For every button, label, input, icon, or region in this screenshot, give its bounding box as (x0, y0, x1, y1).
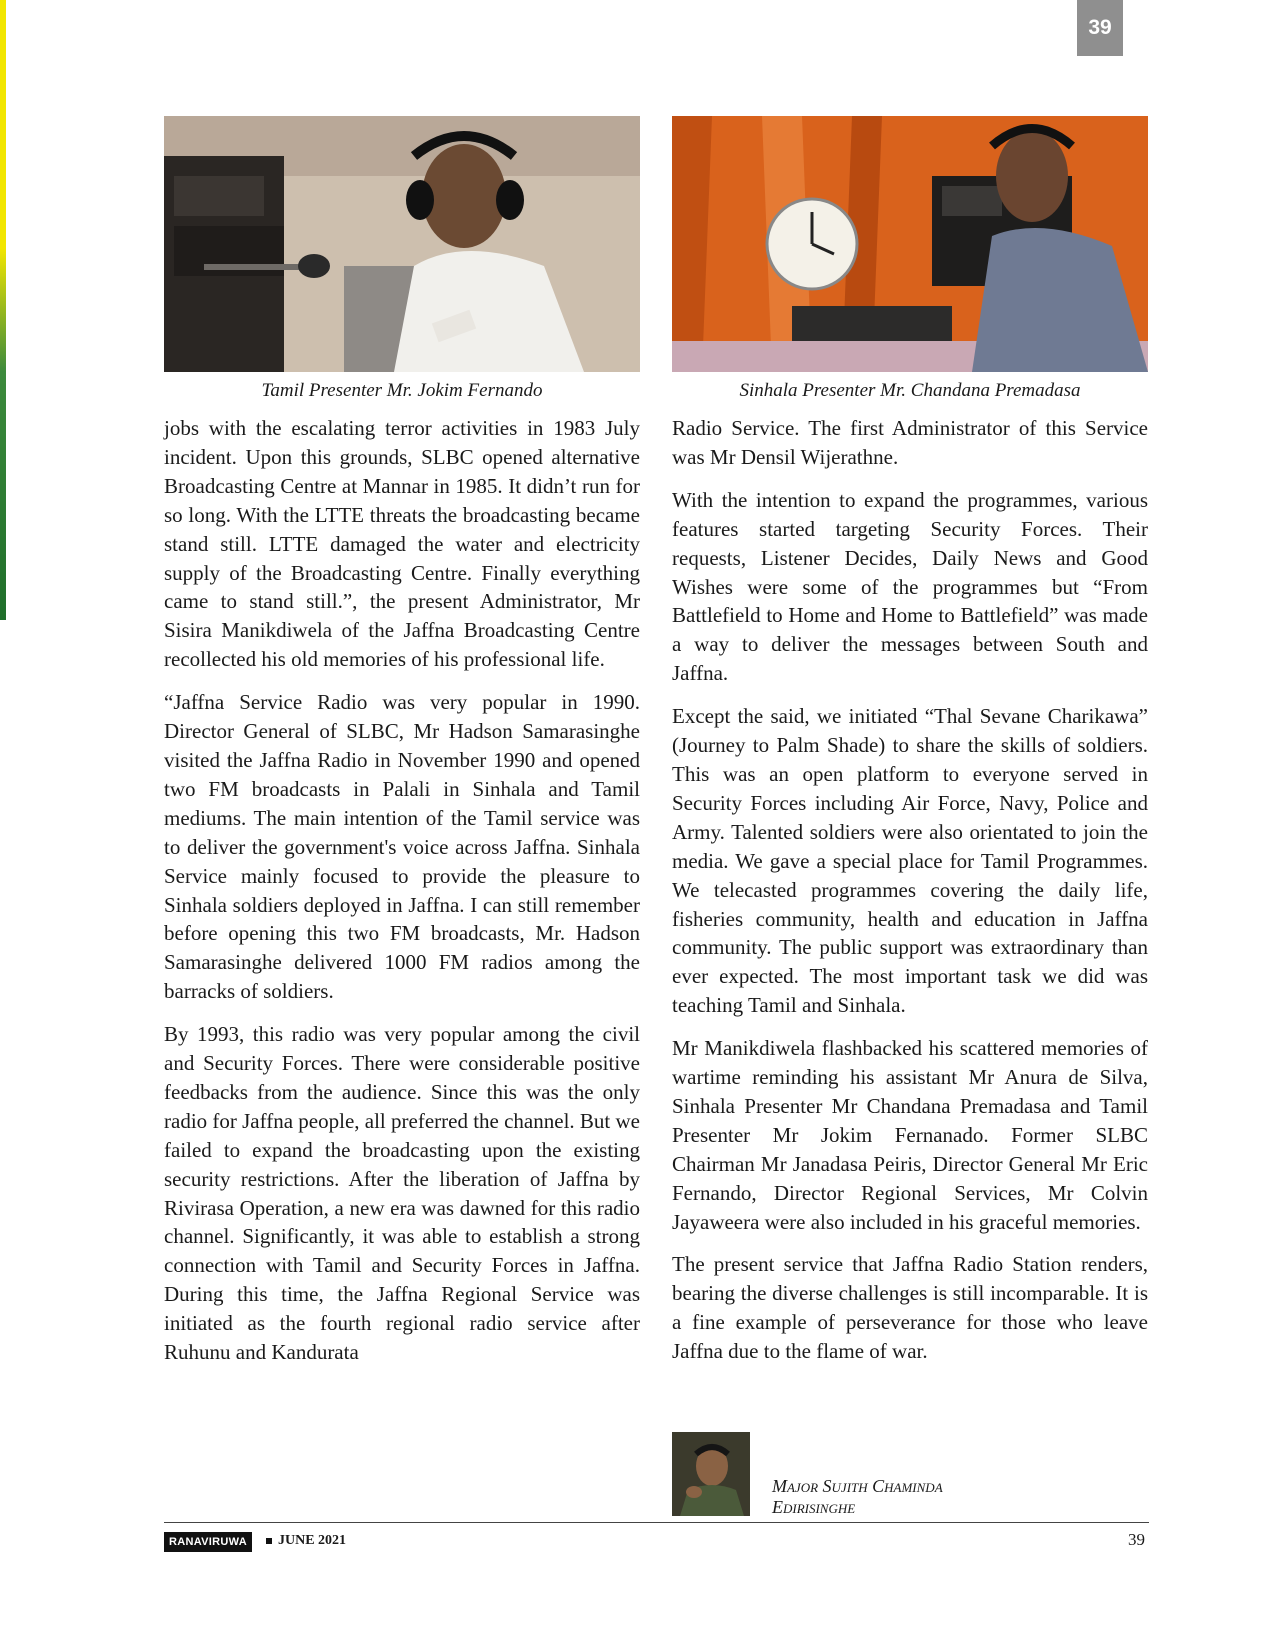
photo-caption-left: Tamil Presenter Mr. Jokim Fernando (261, 380, 543, 401)
square-bullet-icon (266, 1538, 272, 1544)
paragraph: Except the said, we initiated “Thal Sevane Charikawa” (Journey to Palm Shade) to share the skills of soldiers. This was an open platform to everyone served in Security Forces including Air Force, Navy, Police and Army. Talented soldiers were also orientated to join the media. We gave a special place for Tamil Programmes. We telecasted programmes covering the daily life, fisheries community, health and education in Jaffna community. The public support was extraordinary than ever expected. The most important task we did was teaching Tamil and Sinhala. (672, 704, 1148, 1018)
photo-sinhala-presenter (672, 116, 1148, 372)
paragraph: Radio Service. The first Administrator of this Service was Mr Densil Wijerathne. (672, 416, 1148, 469)
footer-brand: RANAVIRUWA (164, 1532, 252, 1552)
author-photo-image (672, 1432, 750, 1516)
paragraph: “Jaffna Service Radio was very popular in 1990. Director General of SLBC, Mr Hadson Samarasinghe visited the Jaffna Radio in November 1990 and opened two FM broadcasts in Palali in Sinhala and Tamil mediums. The main intention of the Tamil service was to deliver the government's voice across Jaffna. Sinhala Service mainly focused to provide the pleasure to Sinhala soldiers deployed in Jaffna. I can still remember before opening this two FM broadcasts, Mr. Hadson Samarasinghe delivered 1000 FM radios among the barracks of soldiers. (164, 690, 640, 1004)
author-name-line1: Major Sujith Chaminda (772, 1476, 943, 1496)
paragraph: With the intention to expand the programmes, various features started targeting Security Forces. Their requests, Listener Decides, Daily News and Good Wishes were some of the programmes but “From Battlefield to Home and Home to Battlefield” was made a way to deliver the messages between South and Jaffna. (672, 487, 1148, 686)
photo-sinhala-presenter-image (672, 116, 1148, 372)
footer-issue (266, 1533, 346, 1549)
footer-page-number: 39 (1128, 1530, 1145, 1549)
paragraph: By 1993, this radio was very popular among the civil and Security Forces. There were considerable positive feedbacks from the audience. Since this was the only radio for Jaffna people, all preferred the channel. But we failed to expand the broadcasting upon the existing security restrictions. After the liberation of Jaffna by Rivirasa Operation, a new era was dawned for this radio channel. Significantly, it was able to establish a strong connection with Tamil and Security Forces in Jaffna. During this time, the Jaffna Regional Service was initiated as the fourth regional radio service after Ruhunu and Kandurata (164, 1022, 640, 1365)
author-byline (772, 1476, 943, 1518)
article-column-left (164, 414, 640, 1381)
paragraph: The present service that Jaffna Radio Station renders, bearing the diverse challenges is still incomparable. It is a fine example of perseverance for those who leave Jaffna due to the flame of war. (672, 1252, 1148, 1364)
footer-divider (164, 1522, 1149, 1523)
page-number-tab: 39 (1077, 0, 1123, 56)
paragraph: jobs with the escalating terror activities in 1983 July incident. Upon this grounds, SLBC opened alternative Broadcasting Centre at Mannar in 1985. It didn’t run for so long. With the LTTE threats the broadcasting became stand still. LTTE damaged the water and electricity supply of the Broadcasting Centre. Finally everything came to stand still.”, the present Administrator, Mr Sisira Manikdiwela of the Jaffna Broadcasting Centre recollected his old memories of his professional life. (164, 416, 640, 672)
article-column-right (672, 414, 1148, 1380)
photo-caption-right: Sinhala Presenter Mr. Chandana Premadasa (739, 380, 1081, 401)
author-photo (672, 1432, 750, 1516)
author-name-line2: Edirisinghe (772, 1497, 856, 1517)
paragraph: Mr Manikdiwela flashbacked his scattered memories of wartime reminding his assistant Mr Anura de Silva, Sinhala Presenter Mr Chandana Premadasa and Tamil Presenter Mr Jokim Fernanado. Former SLBC Chairman Mr Janadasa Peiris, Director General Mr Eric Fernando, Director Regional Services, Mr Colvin Jayaweera were also included in his graceful memories. (672, 1036, 1148, 1234)
photo-tamil-presenter-image (164, 116, 640, 372)
edge-color-bar (0, 0, 6, 620)
footer-issue-label: JUNE 2021 (278, 1533, 347, 1548)
photo-tamil-presenter (164, 116, 640, 372)
